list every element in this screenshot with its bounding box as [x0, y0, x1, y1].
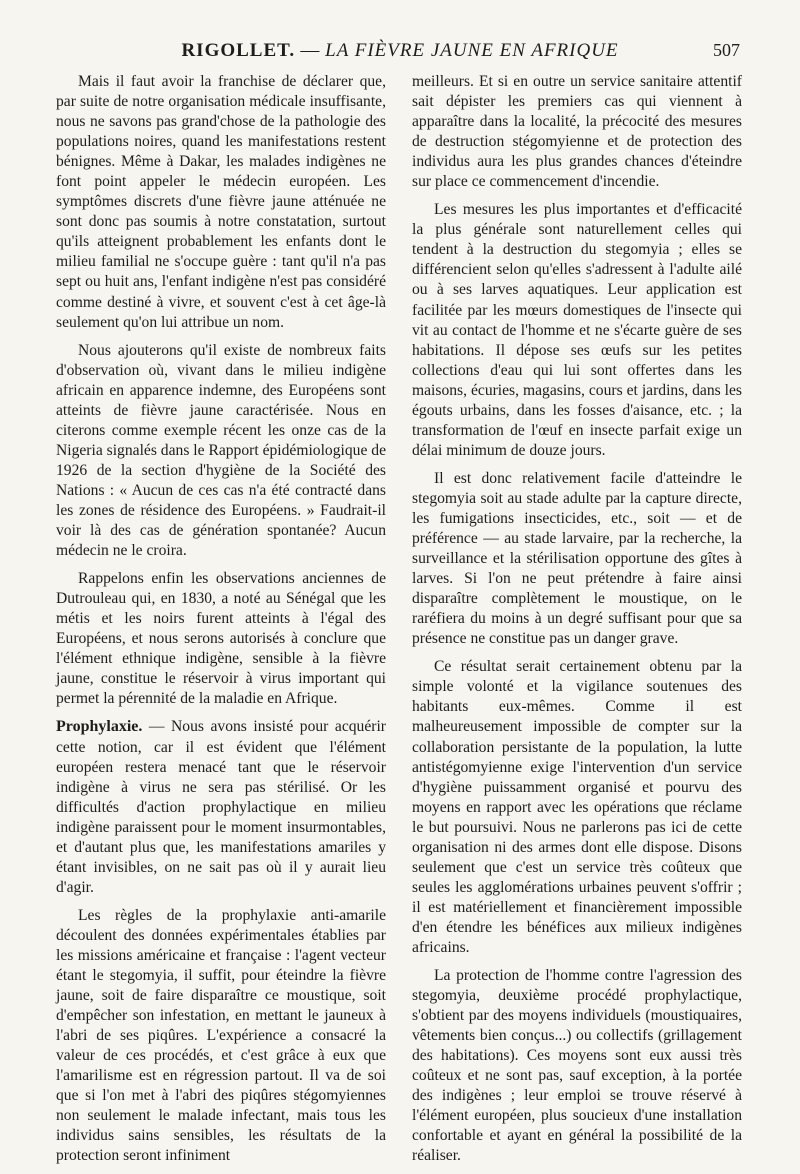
- header-work-title: LA FIÈVRE JAUNE EN AFRIQUE: [325, 40, 619, 61]
- page-number: 507: [713, 40, 740, 60]
- paragraph: Ce résultat serait certainement obtenu par la simple volonté et la vigilance soutenues des habitants eux-mêmes. Comme il est malheureusement impossible de compter sur la collaboration persistante de la population, la lutte antistégomyienne exige l'intervention d'un service d'hygiène puissamment organisé et pourvu des moyens en rapport avec les opérations que réclame le but poursuivi. Nous ne parlerons pas ici de cette organisation ni des armes dont elle dispose. Disons seulement que c'est un service très coûteux que seules les agglomérations urbaines peuvent s'offrir ; il est matériellement et financièrement impossible d'en étendre les bénéfices aux milieux indigènes africains.: [412, 658, 742, 956]
- paragraph: Rappelons enfin les observations anciennes de Dutrouleau qui, en 1830, a noté au Sénégal que les métis et les noirs furent atteints à l'égal des Européens, et nous serons autorisés à conclure que l'élément ethnique indigène, sensible à la fièvre jaune, constitue le réservoir à virus important qui permet la pérennité de la maladie en Afrique.: [56, 570, 386, 708]
- running-header: [60, 40, 740, 66]
- header-title: [60, 40, 740, 62]
- right-column: [412, 72, 742, 1174]
- paragraph-continued: meilleurs. Et si en outre un service sanitaire attentif sait dépister les premiers cas qui viennent à apparaître dans la localité, la précocité des mesures de destruction stégomyienne et de protection des individus aura les plus grandes chances d'éteindre sur place ce commencement d'incendie.: [412, 73, 742, 191]
- paragraph: Il est donc relativement facile d'atteindre le stegomyia soit au stade adulte par la capture directe, les fumigations insecticides, etc., soit — et de préférence — au stade larvaire, par la recherche, la surveillance et la stérilisation opportune des gîtes à larves. Si l'on ne peut prétendre à faire ainsi disparaître complètement le moustique, on le raréfiera du moins à un degré suffisant pour que sa présence ne constitue pas un danger grave.: [412, 469, 742, 648]
- section-heading: Prophylaxie.: [56, 718, 143, 736]
- header-separator: —: [295, 40, 326, 61]
- paragraph-prophylaxie: [56, 717, 386, 897]
- paragraph: Les mesures les plus importantes et d'efficacité la plus générale sont naturellement celles qui tendent à la destruction du stegomyia ; elles se différencient selon qu'elles s'adressent à l'adulte ailé ou à ses larves aquatiques. Leur application est facilitée par les mœurs domestiques de l'insecte qui vit au contact de l'homme et ne s'écarte guère de ses habitations. Il dépose ses œufs sur les petites collections d'eau qui lui sont offertes dans les maisons, écuries, magasins, cours et jardins, dans les égouts urbains, dans les fosses d'aisance, etc. ; la transformation de l'œuf en insecte parfait exige un délai minimum de douze jours.: [412, 201, 742, 459]
- header-author: RIGOLLET.: [181, 40, 296, 61]
- paragraph: Les règles de la prophylaxie anti-amarile découlent des données expérimentales établies par les missions américaine et française : l'agent vecteur étant le stegomyia, il suffit, pour éteindre la fièvre jaune, soit de faire disparaître ce moustique, soit d'empêcher son infestation, en mettant le jauneux à l'abri de ses piqûres. L'expérience a consacré la valeur de ces procédés, et c'est grâce à eux que l'amarilisme est en régression partout. Il va de soi que si l'on met à l'abri des piqûres stégomyiennes non seulement le malade infectant, mais tous les individus sains sensibles, les résultats de la protection seront infiniment: [56, 906, 386, 1165]
- left-column: [56, 72, 386, 1174]
- paragraph: Nous ajouterons qu'il existe de nombreux faits d'observation où, vivant dans le milieu indigène africain en apparence indemne, des Européens sont atteints de fièvre jaune caractérisée. Nous en citerons comme exemple récent les onze cas de la Nigeria signalés dans le Rapport épidémiologique de 1926 de la section d'hygiène de la Société des Nations : « Aucun de ces cas n'a été contracté dans les zones de résidence des Européens. » Faudrait-il voir là des cas de génération spontanée? Aucun médecin ne le croira.: [56, 341, 386, 560]
- paragraph: Mais il faut avoir la franchise de déclarer que, par suite de notre organisation médicale insuffisante, nous ne savons pas grand'chose de la pathologie des populations noires, quand les manifestations restent bénignes. Même à Dakar, les malades indigènes ne font point appeler le médecin européen. Les symptômes discrets d'une fièvre jaune atténuée ne sont donc pas soumis à notre constatation, surtout qu'ils atteignent probablement les enfants dont le milieu familial ne s'occupe guère : tant qu'il n'a pas sept ou huit ans, l'enfant indigène n'est pas considéré comme destiné à vivre, et souvent c'est à cet âge-là seulement qu'on lui attribue un nom.: [56, 73, 386, 331]
- paragraph: La protection de l'homme contre l'agression des stegomyia, deuxième procédé prophylactique, s'obtient par des moyens individuels (moustiquaires, vêtements bien conçus...) ou collectifs (grillagement des habitations). Ces moyens sont eux aussi très coûteux et ne sont pas, sauf exception, à la portée des indigènes ; leur emploi se trouve réservé à l'élément européen, plus soucieux d'une installation confortable et ayant en général la possibilité de la réaliser.: [412, 967, 742, 1165]
- paragraph-text: — Nous avons insisté pour acquérir cette notion, car il est évident que l'élément européen restera menacé tant que le réservoir indigène à virus ne sera pas stérilisé. Or les difficultés d'action prophylactique en milieu indigène paraissent pour le moment insurmontables, et d'autant plus que, les manifestations amariles y étant invisibles, on ne sait pas où il y aurait lieu d'agir.: [56, 718, 386, 896]
